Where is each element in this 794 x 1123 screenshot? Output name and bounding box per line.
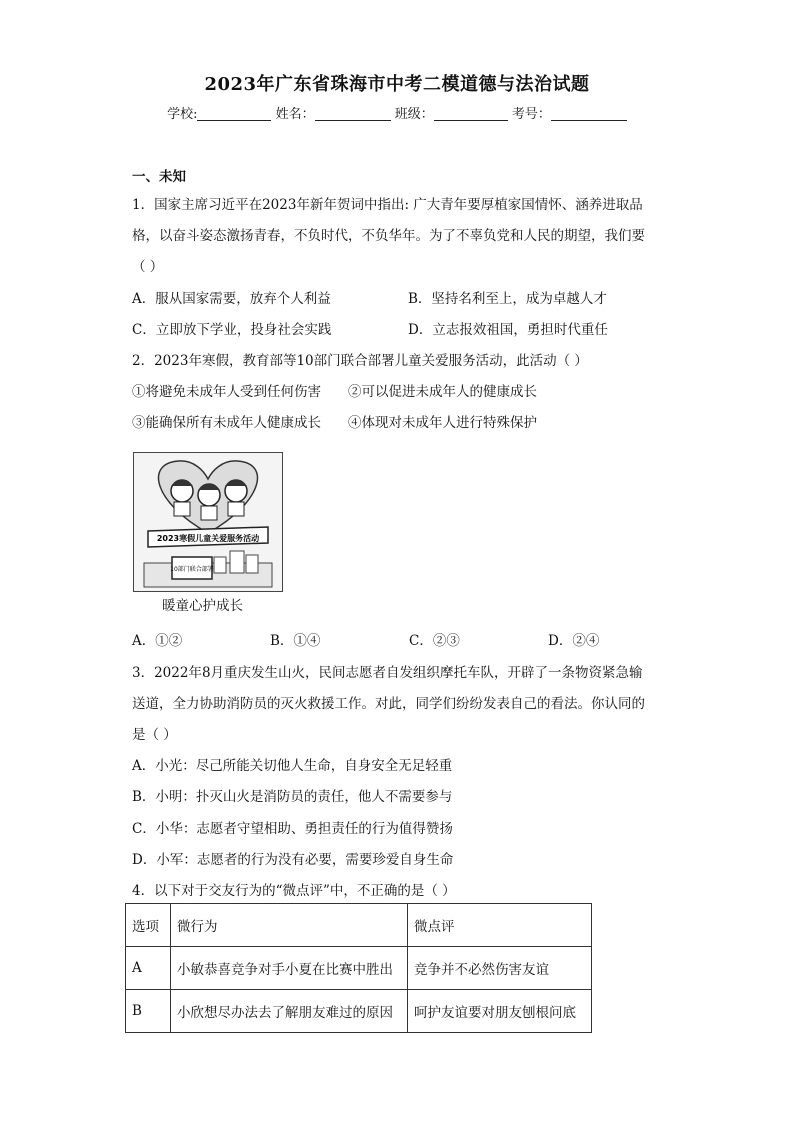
figure-sign-text: 10部门联合部署 <box>170 566 214 573</box>
q2-option-d[interactable]: D．②④ <box>548 633 600 649</box>
cartoon-children-heart-image <box>134 453 282 591</box>
figure-banner-text: 2023寒假儿童关爱服务活动 <box>156 534 260 543</box>
figure-caption: 暖童心护成长 <box>162 598 243 614</box>
table-header-row <box>126 904 592 947</box>
q2-statement-3: ③能确保所有未成年人健康成长 <box>132 415 321 431</box>
page-title: 2023年广东省珠海市中考二模道德与法治试题 <box>204 74 590 95</box>
table-cell: 呵护友谊要对朋友刨根问底 <box>408 990 592 1033</box>
q3-option-c[interactable]: C．小华：志愿者守望相助、勇担责任的行为值得赞扬 <box>132 821 453 837</box>
q1-option-d[interactable]: D．立志报效祖国，勇担时代重任 <box>408 322 608 338</box>
school-field[interactable] <box>197 106 271 121</box>
name-field[interactable] <box>315 106 391 121</box>
table-header-cell: 微行为 <box>171 904 408 947</box>
q2-illustration <box>133 452 283 592</box>
school-label: 学校: <box>167 107 198 122</box>
q4-stem: 4．以下对于交友行为的“微点评”中，不正确的是（ ） <box>132 883 456 899</box>
q2-stem: 2．2023年寒假，教育部等10部门联合部署儿童关爱服务活动，此活动（ ） <box>132 353 588 369</box>
q1-stem-line: （ ） <box>132 259 164 275</box>
table-cell: B <box>126 990 171 1033</box>
student-info-line <box>0 103 794 122</box>
q1-option-a[interactable]: A．服从国家需要，放弃个人利益 <box>132 291 331 307</box>
class-field[interactable] <box>434 106 508 121</box>
table-cell: 小敏恭喜竞争对手小夏在比赛中胜出 <box>171 947 408 990</box>
table-header-cell: 微点评 <box>408 904 592 947</box>
name-label: 姓名： <box>275 107 315 122</box>
q2-option-b[interactable]: B．①④ <box>270 633 321 649</box>
q2-statement-4: ④体现对未成年人进行特殊保护 <box>348 415 537 431</box>
exam-no-label: 考号： <box>511 107 551 122</box>
table-header-cell: 选项 <box>126 904 171 947</box>
section-heading: 一、未知 <box>132 169 186 185</box>
q1-stem-line: 1．国家主席习近平在2023年新年贺词中指出: 广大青年要厚植家国情怀、涵养进取品 <box>132 197 643 213</box>
exam-no-field[interactable] <box>551 106 627 121</box>
class-label: 班级： <box>394 107 434 122</box>
table-cell: 竞争并不必然伤害友谊 <box>408 947 592 990</box>
table-cell: 小欣想尽办法去了解朋友难过的原因 <box>171 990 408 1033</box>
q3-stem-line: 3．2022年8月重庆发生山火，民间志愿者自发组织摩托车队，开辟了一条物资紧急输 <box>132 665 643 681</box>
q2-option-c[interactable]: C．②③ <box>409 633 460 649</box>
q3-option-d[interactable]: D．小军：志愿者的行为没有必要，需要珍爱自身生命 <box>132 852 454 868</box>
q2-option-a[interactable]: A．①② <box>132 633 183 649</box>
table-row <box>126 947 592 990</box>
q3-stem-line: 送道，全力协助消防员的灭火救援工作。对此，同学们纷纷发表自己的看法。你认同的 <box>132 696 645 712</box>
q3-option-b[interactable]: B．小明：扑灭山火是消防员的责任，他人不需要参与 <box>132 789 453 805</box>
table-row <box>126 990 592 1033</box>
q1-stem-line: 格，以奋斗姿态激扬青春，不负时代，不负华年。为了不辜负党和人民的期望，我们要 <box>132 228 645 244</box>
q3-option-a[interactable]: A．小光：尽己所能关切他人生命，自身安全无足轻重 <box>132 758 453 774</box>
q2-statement-2: ②可以促进未成年人的健康成长 <box>348 384 537 400</box>
q2-statement-1: ①将避免未成年人受到任何伤害 <box>132 384 321 400</box>
q1-option-c[interactable]: C．立即放下学业，投身社会实践 <box>132 322 332 338</box>
q1-option-b[interactable]: B．坚持名利至上，成为卓越人才 <box>408 291 607 307</box>
q3-stem-line: 是（ ） <box>132 727 177 743</box>
table-cell: A <box>126 947 171 990</box>
q4-table <box>125 903 592 1033</box>
